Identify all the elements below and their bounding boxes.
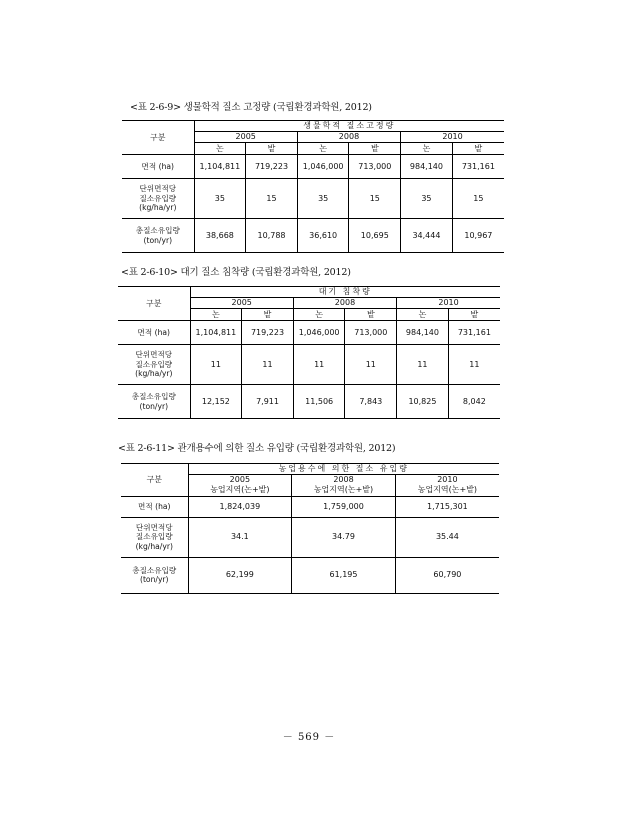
sub-header: 논	[401, 143, 453, 155]
table-cell: 731,161	[457, 327, 491, 337]
table-cell: 11	[345, 345, 397, 385]
table-cell: 15	[452, 179, 504, 219]
sub-header: 밭	[242, 309, 294, 321]
sub-header: 농업지역(논+밭)	[188, 485, 292, 496]
table-caption: <표 2-6-10> 대기 질소 침착량 (국립환경과학원, 2012)	[121, 267, 351, 278]
table-row	[121, 557, 499, 593]
table-cell: 35	[194, 179, 246, 219]
table-cell: 61,195	[292, 557, 396, 593]
year-header: 2008	[293, 298, 396, 309]
table-cell: 1,824,039	[188, 496, 292, 517]
table-cell: 10,825	[397, 385, 449, 419]
sub-header: 농업지역(논+밭)	[395, 485, 499, 496]
table-row	[122, 179, 504, 219]
year-header: 2010	[401, 132, 504, 143]
sub-header: 논	[293, 309, 345, 321]
page-number: － 569 －	[282, 732, 336, 743]
sub-header: 밭	[345, 309, 397, 321]
table-cell: 35	[297, 179, 349, 219]
table-row	[121, 496, 499, 517]
year-header: 2008	[297, 132, 400, 143]
table-cell: 35	[401, 179, 453, 219]
table-caption: <표 2-6-11> 관개용수에 의한 질소 유입량 (국립환경과학원, 2012)	[118, 443, 396, 454]
row-label: 단위면적당 질소유입량 (kg/ha/yr)	[121, 517, 188, 557]
row-label: 총질소유입량 (ton/yr)	[121, 557, 188, 593]
sub-header: 논	[297, 143, 349, 155]
table-cell: 719,223	[246, 155, 298, 179]
table-row	[122, 219, 504, 253]
year-header: 2008	[292, 475, 396, 486]
group-header: 농업용수에 의한 질소 유입량	[188, 464, 499, 475]
table-cell: 713,000	[349, 155, 401, 179]
table-cell: 1,104,811	[194, 155, 246, 179]
row-label: 단위면적당 질소유입량 (kg/ha/yr)	[118, 345, 190, 385]
table-cell: 713,000	[345, 321, 397, 345]
table-cell: 12,152	[190, 385, 242, 419]
sub-header: 논	[397, 309, 449, 321]
table-cell: 7,843	[345, 385, 397, 419]
table-cell: 719,223	[242, 321, 294, 345]
year-header: 2005	[194, 132, 297, 143]
table-cell: 38,668	[194, 219, 246, 253]
table-cell: 11,506	[293, 385, 345, 419]
table-row	[118, 321, 500, 345]
table-cell: 10,967	[452, 219, 504, 253]
row-label: 면적 (ha)	[122, 155, 194, 179]
table-cell: 10,788	[246, 219, 298, 253]
table-cell: 34.79	[292, 517, 396, 557]
table-cell: 35.44	[395, 517, 499, 557]
year-header: 2010	[437, 475, 458, 484]
table-cell: 34,444	[401, 219, 453, 253]
irrigation-nitrogen-table	[121, 463, 499, 594]
sub-header: 농업지역(논+밭)	[292, 485, 396, 496]
year-header: 2005	[188, 475, 292, 486]
table-cell: 8,042	[448, 385, 500, 419]
year-header: 2010	[397, 298, 500, 309]
row-label: 총질소유입량 (ton/yr)	[118, 385, 190, 419]
table-cell: 1,104,811	[190, 321, 242, 345]
group-header: 생물학적 질소고정량	[194, 121, 504, 132]
row-header: 구분	[121, 464, 188, 497]
table-cell: 36,610	[297, 219, 349, 253]
table-cell: 62,199	[188, 557, 292, 593]
sub-header: 논	[190, 309, 242, 321]
table-row	[122, 155, 504, 179]
table-cell: 984,140	[401, 155, 453, 179]
table-cell: 34.1	[188, 517, 292, 557]
sub-header: 밭	[452, 143, 504, 155]
table-row	[118, 345, 500, 385]
year-header: 2005	[190, 298, 293, 309]
table-cell: 11	[448, 345, 500, 385]
sub-header: 밭	[246, 143, 298, 155]
table-cell: 11	[397, 345, 449, 385]
table-row	[118, 385, 500, 419]
row-header: 구분	[122, 121, 194, 155]
table-cell: 11	[293, 345, 345, 385]
atmospheric-deposition-table	[118, 286, 500, 419]
sub-header: 논	[194, 143, 246, 155]
table-row	[121, 517, 499, 557]
table-cell: 60,790	[395, 557, 499, 593]
table-cell: 1,715,301	[427, 501, 468, 511]
table-cell: 15	[246, 179, 298, 219]
table-cell: 15	[349, 179, 401, 219]
table-cell: 1,046,000	[297, 155, 349, 179]
table-cell: 10,695	[349, 219, 401, 253]
row-label: 총질소유입량 (ton/yr)	[122, 219, 194, 253]
row-label: 단위면적당 질소유입량 (kg/ha/yr)	[122, 179, 194, 219]
table-cell: 731,161	[461, 161, 495, 171]
group-header: 대기 침착량	[190, 287, 500, 298]
nitrogen-fixation-table	[122, 120, 504, 253]
table-cell: 1,046,000	[293, 321, 345, 345]
sub-header: 밭	[349, 143, 401, 155]
table-cell: 1,759,000	[292, 496, 396, 517]
table-caption: <표 2-6-9> 생물학적 질소 고정량 (국립환경과학원, 2012)	[130, 102, 372, 113]
sub-header: 밭	[448, 309, 500, 321]
row-label: 면적 (ha)	[118, 321, 190, 345]
row-header: 구분	[118, 287, 190, 321]
table-cell: 11	[190, 345, 242, 385]
table-cell: 984,140	[397, 321, 449, 345]
table-cell: 11	[242, 345, 294, 385]
row-label: 면적 (ha)	[121, 496, 188, 517]
table-cell: 7,911	[242, 385, 294, 419]
